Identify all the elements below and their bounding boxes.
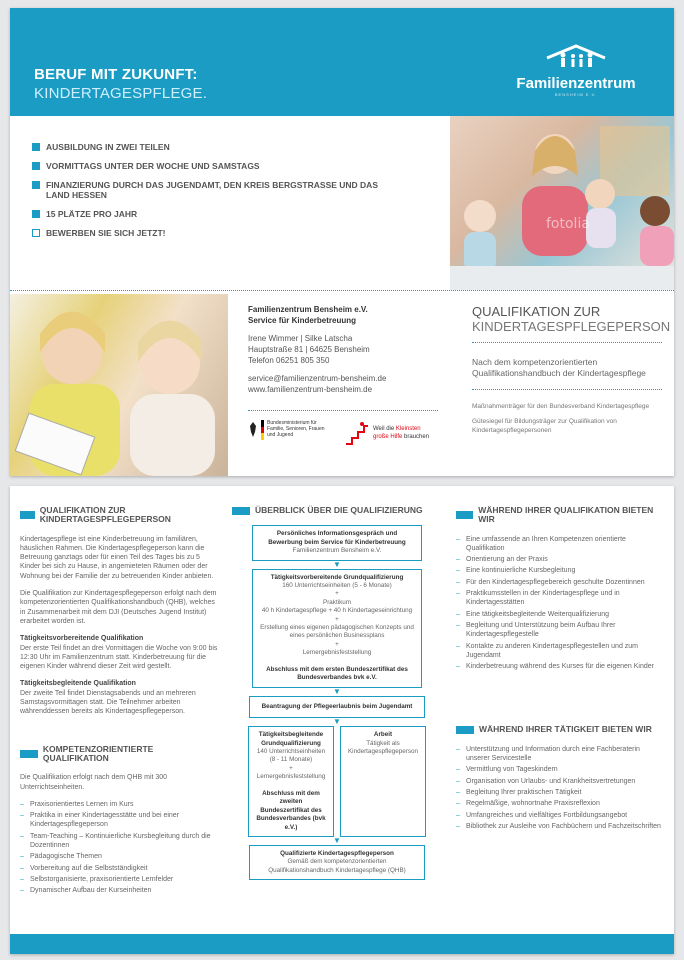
bmfsfj-logo xyxy=(248,420,328,440)
sponsor-logos xyxy=(248,420,438,460)
list-item: – Vermittlung von Tageskindern xyxy=(456,765,664,774)
square-bullet-icon xyxy=(32,181,40,189)
section-heading: ÜBERBLICK ÜBER DIE QUALIFIZIERUNG xyxy=(232,506,442,515)
contact-names: Irene Wimmer | Silke Latscha xyxy=(248,334,353,343)
arrow-down-icon: ▼ xyxy=(333,836,341,846)
list-item: – Begleitung Ihrer praktischen Tätigkeit xyxy=(456,788,664,797)
federal-eagle-icon xyxy=(248,420,258,440)
qualification-title-2: KINDERTAGESPFLEGEPERSON xyxy=(472,319,671,334)
bullet-item: VORMITTAGS UNTER DER WOCHE UND SAMSTAGS xyxy=(32,161,392,171)
section-heading: WÄHREND IHRER TÄTIGKEIT BIETEN WIR xyxy=(456,725,664,734)
bullet-item: 15 PLÄTZE PRO JAHR xyxy=(32,209,392,219)
contact-block xyxy=(248,304,438,402)
paragraph: Der zweite Teil findet Dienstagsabends und an mehreren Samstagsvormittagen statt. Die Teilnehmer arbeiten währenddessen bereits als Kindertagespflegeperson. xyxy=(20,689,196,716)
section-heading: KOMPETENZORIENTIERTE QUALIFIKATION xyxy=(20,745,220,764)
flow-step-accompanying: Tätigkeitsbegleitende Grundqualifizierung 140 Unterrichtseinheiten (8 - 11 Monate) + Lernergebnisfeststellung Abschluss mit dem zweiten Bundeszertifikat des Bundesverbandes (bvk e.V.) xyxy=(248,726,334,837)
header-subtitle: KINDERTAGESPFLEGE. xyxy=(34,85,208,102)
list-item: – Kontakte zu anderen Kindertagespflegestellen und zum Jugendamt xyxy=(456,642,664,661)
list-item: – Dynamischer Aufbau der Kurseinheiten xyxy=(20,886,220,895)
activity-offers-list xyxy=(456,745,664,831)
heading-bar-icon xyxy=(232,507,250,515)
arrow-down-icon: ▼ xyxy=(333,686,341,696)
bullet-item: FINANZIERUNG DURCH DAS JUGENDAMT, DEN KREIS BERGSTRASSE UND DAS LAND HESSEN xyxy=(32,180,392,200)
checkbox-outline-icon xyxy=(32,229,40,237)
footer-band xyxy=(10,934,674,954)
list-item: – Praktika in einer Kindertagesstätte und bei einer Kindertagespflegeperson xyxy=(20,811,220,830)
arrow-down-icon: ▼ xyxy=(333,559,341,569)
stairs-figure-icon xyxy=(344,420,370,446)
flow-step-application: Persönliches Informationsgespräch und Bewerbung beim Service für Kinderbetreuung Familienzentrum Bensheim e.V. xyxy=(252,525,422,560)
square-bullet-icon xyxy=(32,210,40,218)
list-item: – Begleitung und Unterstützung beim Aufbau Ihrer Kindertagespflegestelle xyxy=(456,621,664,640)
arrow-down-icon: ▼ xyxy=(333,717,341,727)
subheading: Tätigkeitsvorbereitende Qualifikation xyxy=(20,635,144,643)
competence-list xyxy=(20,800,220,896)
section-heading: WÄHREND IHRER QUALIFIKATION BIETEN WIR xyxy=(456,506,664,525)
svg-text:fotolia: fotolia xyxy=(546,216,590,232)
header-band xyxy=(10,8,674,116)
contact-website-link[interactable]: www.familienzentrum-bensheim.de xyxy=(248,385,373,394)
list-item: – Vorbereitung auf die Selbstständigkeit xyxy=(20,864,220,873)
contact-address: Hauptstraße 81 | 64625 Bensheim xyxy=(248,345,370,354)
list-item: – Pädagogische Themen xyxy=(20,852,220,861)
list-item: – Eine umfassende an Ihren Kompetenzen orientierte Qualifikation xyxy=(456,535,664,554)
paragraph: Der erste Teil findet an drei Vormittagen die Woche von 9:00 bis 12:30 Uhr im Familienzentrum statt. Kinderbetreuung für die eigenen Kinder während dieser Zeit wird gestellt. xyxy=(20,644,218,671)
dotted-divider xyxy=(10,290,674,291)
flyer-inside-page xyxy=(10,486,674,954)
qualification-block xyxy=(472,304,671,441)
square-bullet-icon xyxy=(32,143,40,151)
flyer-front-page xyxy=(10,8,674,476)
heading-bar-icon xyxy=(20,750,38,758)
flow-step-preparatory: Tätigkeitsvorbereitende Grundqualifizierung 160 Unterrichtseinheiten (5 - 6 Monate) + Praktikum 40 h Kindertagespflege + 40 h Kindertageseinrichtung + Erstellung eines eigenen pädagogischen Konzepts und eines persönlichen Businessplans + Lernergebnisfeststellung Abschluss mit dem ersten Bundeszertifikat des Bundesverbandes bvk e.V. xyxy=(252,569,422,688)
flow-parallel-steps xyxy=(232,726,442,837)
dotted-divider xyxy=(472,389,662,390)
heading-bar-icon xyxy=(456,511,473,519)
paragraph: Kindertagespflege ist eine Kinderbetreuung im familiären, häuslichen Rahmen. Die Kindertagespflegeperson kann die Betreuung ganztags oder für einen Teil des Tages bis zu 5 Kinder bei sich zu Hause, in angemieteten Räumen oder der Wohnung bei der Familie der zu betreuenden Kinder anbieten. xyxy=(20,535,214,580)
list-item: – Praktikumsstellen in der Kindertagespflege und in Kindertagesstätten xyxy=(456,589,664,608)
list-item: – Praxisorientiertes Lernen im Kurs xyxy=(20,800,220,809)
list-item: – Eine kontinuierliche Kursbegleitung xyxy=(456,566,664,575)
list-item: – Kinderbetreuung während des Kurses für die eigenen Kinder xyxy=(456,662,664,671)
children-photo-illustration xyxy=(450,116,674,290)
service-name: Service für Kinderbetreuung xyxy=(248,316,357,325)
paragraph: Die Qualifikation erfolgt nach dem QHB mit 300 Unterrichtseinheiten. xyxy=(20,774,168,791)
list-item: – Für den Kindertagespflegebereich geschulte Dozentinnen xyxy=(456,578,664,587)
square-bullet-icon xyxy=(32,162,40,170)
list-item: – Umfangreiches und vielfältiges Fortbildungsangebot xyxy=(456,811,664,820)
right-column xyxy=(456,506,664,833)
bmfsfj-text: Bundesministerium für Familie, Senioren, Frauen und Jugend xyxy=(267,420,325,438)
section-heading: QUALIFIKATION ZUR KINDERTAGESPFLEGEPERSON xyxy=(20,506,220,525)
list-item: – Organisation von Urlaubs- und Krankheitsvertretungen xyxy=(456,777,664,786)
qualification-offers-list xyxy=(456,535,664,672)
photo-two-toddlers-reading xyxy=(10,294,228,476)
qualification-note: Maßnahmenträger für den Bundesverband Kindertagespflege xyxy=(472,403,650,410)
flow-step-permit: Beantragung der Pflegeerlaubnis beim Jugendamt xyxy=(249,696,425,718)
organization-name: Familienzentrum Bensheim e.V. xyxy=(248,305,368,314)
header-title: BERUF MIT ZUKUNFT: xyxy=(34,66,198,83)
qualification-title: QUALIFIKATION ZUR xyxy=(472,304,601,319)
middle-column-flowchart xyxy=(232,506,442,880)
kleinsten-campaign-logo: Weil die Kleinsten große Hilfe brauchen xyxy=(344,420,436,446)
list-item: – Bibliothek zur Ausleihe von Fachbüchern und Fachzeitschriften xyxy=(456,822,664,831)
bullet-item: BEWERBEN SIE SICH JETZT! xyxy=(32,228,392,238)
subheading: Tätigkeitsbegleitende Qualifikation xyxy=(20,680,136,688)
logo-name: Familienzentrum xyxy=(516,75,636,92)
left-column xyxy=(20,506,220,898)
list-item: – Orientierung an der Praxis xyxy=(456,555,664,564)
qualification-subtitle: Nach dem kompetenzorientierten Qualifikationshandbuch der Kindertagespflege xyxy=(472,357,646,378)
list-item: – Selbstorganisierte, praxisorientierte Lernfelder xyxy=(20,875,220,884)
qualification-note: Gütesiegel für Bildungsträger zur Qualifikation von Kindertagespflegepersonen xyxy=(472,418,617,434)
dotted-divider xyxy=(472,342,662,343)
heading-bar-icon xyxy=(456,726,474,734)
list-item: – Regelmäßige, wohnortnahe Praxisreflexion xyxy=(456,799,664,808)
list-item: – Eine tätigkeitsbegleitende Weiterqualifizierung xyxy=(456,610,664,619)
toddlers-photo-illustration xyxy=(10,294,228,476)
contact-phone: Telefon 06251 805 350 xyxy=(248,356,330,365)
list-item: – Unterstützung und Information durch eine Fachberaterin unserer Servicestelle xyxy=(456,745,664,764)
flow-step-work: Arbeit Tätigkeit als Kindertagespflegeperson xyxy=(340,726,426,837)
dotted-divider xyxy=(248,410,438,411)
family-house-icon xyxy=(541,44,611,68)
flow-step-qualified: Qualifizierte Kindertagespflegeperson Gemäß dem kompetenzorientierten Qualifikationshandbuch Kindertagespflege (QHB) xyxy=(249,845,425,880)
feature-bullet-list xyxy=(32,142,392,247)
paragraph: Die Qualifikation zur Kindertagespflegeperson erfolgt nach dem kompetenzorientierten Qualifikationshandbuch (QHB), welches in Zusammenarbeit mit dem DJI (Deutsches Jugend Institut) erarbeitet worden ist. xyxy=(20,590,217,625)
photo-woman-with-children xyxy=(450,116,674,290)
contact-email-link[interactable]: service@familienzentrum-bensheim.de xyxy=(248,374,387,383)
heading-bar-icon xyxy=(20,511,35,519)
list-item: – Team-Teaching – Kontinuierliche Kursbegleitung durch die Dozentinnen xyxy=(20,832,220,851)
familienzentrum-logo xyxy=(516,44,636,97)
bullet-item: AUSBILDUNG IN ZWEI TEILEN xyxy=(32,142,392,152)
logo-subtext: BENSHEIM E.V. xyxy=(554,92,598,97)
